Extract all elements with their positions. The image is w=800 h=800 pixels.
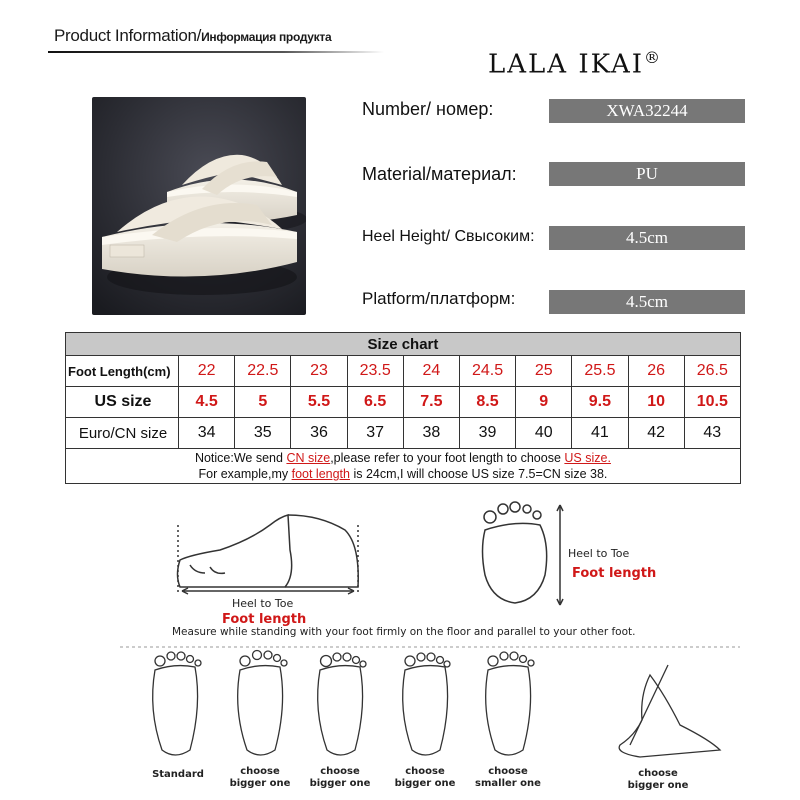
foot-length-cell: 24.5 — [459, 356, 515, 387]
foot-type-label: bigger one — [229, 778, 291, 789]
foot-type-label: choose — [320, 766, 360, 777]
notice-us-size: US size. — [564, 451, 611, 465]
foot-length-cell: 22 — [179, 356, 235, 387]
foot-type-3 — [318, 653, 366, 755]
heel-to-toe-label-2: Heel to Toe — [568, 547, 630, 560]
us-size-cell: 4.5 — [179, 387, 235, 418]
title-underline — [48, 51, 384, 53]
euro-size-cell: 38 — [403, 418, 459, 449]
spec-label-number: Number/ номер: — [362, 99, 494, 119]
foot-length-cell: 24 — [403, 356, 459, 387]
euro-size-cell: 35 — [235, 418, 291, 449]
foot-length-label-2: Foot length — [572, 566, 657, 581]
foot-length-cell: 23.5 — [347, 356, 403, 387]
section-title-en: Product Information/ — [54, 26, 202, 45]
foot-type-standard — [153, 652, 201, 755]
foot-length-header: Foot Length(cm) — [66, 356, 179, 387]
spec-value-platform: 4.5cm — [549, 290, 745, 314]
foot-types — [153, 651, 720, 758]
foot-type-label: bigger one — [394, 778, 456, 789]
foot-length-cell: 26.5 — [684, 356, 740, 387]
example-line — [66, 466, 740, 482]
foot-length-cell: 26 — [628, 356, 684, 387]
euro-size-cell: 42 — [628, 418, 684, 449]
brand-name: LALA IKAI — [488, 49, 645, 80]
euro-size-cell: 43 — [684, 418, 740, 449]
foot-type-label: choose — [405, 766, 445, 777]
us-size-cell: 7.5 — [403, 387, 459, 418]
size-chart-title: Size chart — [66, 333, 741, 356]
example-text: For example,my — [198, 467, 292, 481]
side-foot-illustration — [178, 515, 359, 595]
foot-length-row — [66, 356, 741, 387]
foot-type-label: smaller one — [475, 778, 541, 789]
measurement-diagram — [120, 495, 740, 795]
us-size-cell: 5 — [235, 387, 291, 418]
us-size-cell: 6.5 — [347, 387, 403, 418]
euro-size-cell: 41 — [572, 418, 628, 449]
foot-type-label: bigger one — [627, 780, 689, 791]
us-size-cell: 5.5 — [291, 387, 347, 418]
brand-logo — [488, 48, 660, 80]
foot-type-label: choose — [240, 766, 280, 777]
notice-text: Notice:We send — [194, 451, 287, 465]
notice-text: ,please refer to your foot length to choose — [330, 451, 565, 465]
euro-size-cell: 37 — [347, 418, 403, 449]
foot-type-2 — [238, 651, 287, 756]
product-photo — [92, 97, 306, 315]
example-text: is 24cm,I will choose US size 7.5=CN size 38. — [349, 467, 608, 481]
foot-length-label-1: Foot length — [222, 612, 307, 627]
measure-instruction: Measure while standing with your foot firmly on the floor and parallel to your other foot. — [172, 626, 636, 638]
foot-type-label: choose — [488, 766, 528, 777]
foot-length-cell: 23 — [291, 356, 347, 387]
spec-value-material: PU — [549, 162, 745, 186]
foot-length-cell: 22.5 — [235, 356, 291, 387]
size-chart-table — [65, 332, 741, 484]
euro-size-header: Euro/CN size — [66, 418, 179, 449]
size-notice — [66, 449, 741, 484]
foot-type-4 — [403, 653, 450, 755]
spec-value-heel-height: 4.5cm — [549, 226, 745, 250]
foot-length-cell: 25 — [516, 356, 572, 387]
us-size-cell: 10.5 — [684, 387, 740, 418]
registered-mark: ® — [644, 48, 661, 67]
heel-to-toe-label-1: Heel to Toe — [232, 597, 294, 610]
euro-size-cell: 39 — [459, 418, 515, 449]
spec-value-number: XWA32244 — [549, 99, 745, 123]
foot-length-cell: 25.5 — [572, 356, 628, 387]
foot-type-label: choose — [638, 768, 678, 779]
spec-label-heel-height: Heel Height/ Свысоким: — [362, 228, 535, 245]
foot-type-label: Standard — [152, 769, 204, 780]
top-foot-illustration — [483, 502, 564, 605]
spec-label-platform: Platform/платформ: — [362, 289, 516, 308]
us-size-cell: 9.5 — [572, 387, 628, 418]
example-foot-length: foot length — [291, 467, 350, 481]
us-size-cell: 8.5 — [459, 387, 515, 418]
spec-label-material: Material/материал: — [362, 164, 517, 184]
notice-cn-size: CN size — [286, 451, 331, 465]
section-title-ru: Информация продукта — [201, 30, 332, 44]
us-size-row — [66, 387, 741, 418]
us-size-cell: 10 — [628, 387, 684, 418]
section-title — [54, 26, 331, 46]
euro-size-cell: 34 — [179, 418, 235, 449]
foot-type-5 — [486, 652, 534, 755]
us-size-cell: 9 — [516, 387, 572, 418]
euro-size-cell: 36 — [291, 418, 347, 449]
euro-size-row — [66, 418, 741, 449]
foot-type-labels — [152, 766, 689, 791]
foot-type-6 — [619, 665, 720, 757]
foot-type-label: bigger one — [309, 778, 371, 789]
euro-size-cell: 40 — [516, 418, 572, 449]
notice-line — [66, 450, 740, 466]
us-size-header: US size — [66, 387, 179, 418]
